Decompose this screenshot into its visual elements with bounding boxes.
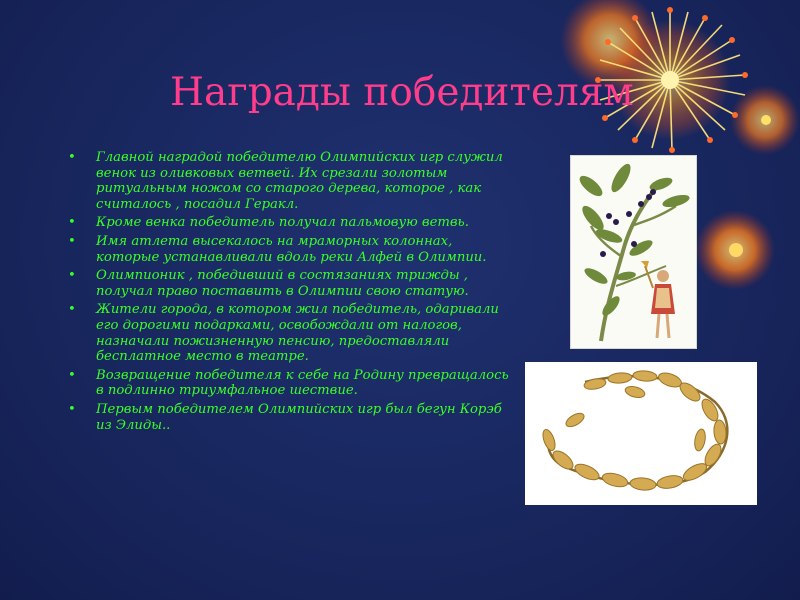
bullet-item: • Кроме венка победитель получал пальмовую ветвь. — [68, 215, 513, 231]
bullet-item: • Возвращение победителя к себе на Родину превращалось в подлинно триумфальное шествие. — [68, 368, 513, 399]
bullet-item: • Первым победителем Олимпийских игр был бегун Корэб из Элиды.. — [68, 402, 513, 433]
bullet-item: • Имя атлета высекалось на мраморных колоннах, которые устанавливали вдоль реки Алфей в Олимпии. — [68, 234, 513, 265]
bullet-item: • Главной наградой победителю Олимпийских игр служил венок из оливковых ветвей. Их срезали золотым ритуальным ножом со старого дерева, которое , как считалось , посадил Геракл. — [68, 150, 513, 212]
slide-title: Награды победителям — [170, 70, 634, 115]
golden-wreath-photo — [525, 362, 757, 505]
olive-branch-image — [571, 156, 696, 348]
bullet-item: • Олимпионик , победивший в состязаниях трижды , получал право поставить в Олимпии свою статую. — [68, 268, 513, 299]
golden-wreath-image — [525, 362, 757, 505]
bullet-list — [68, 150, 513, 436]
olive-branch-illustration — [570, 155, 697, 349]
bullet-item: • Жители города, в котором жил победитель, одаривали его дорогими подарками, освобождали от налогов, назначали пожизненную пенсию, предоставляли бесплатное место в театре. — [68, 302, 513, 364]
